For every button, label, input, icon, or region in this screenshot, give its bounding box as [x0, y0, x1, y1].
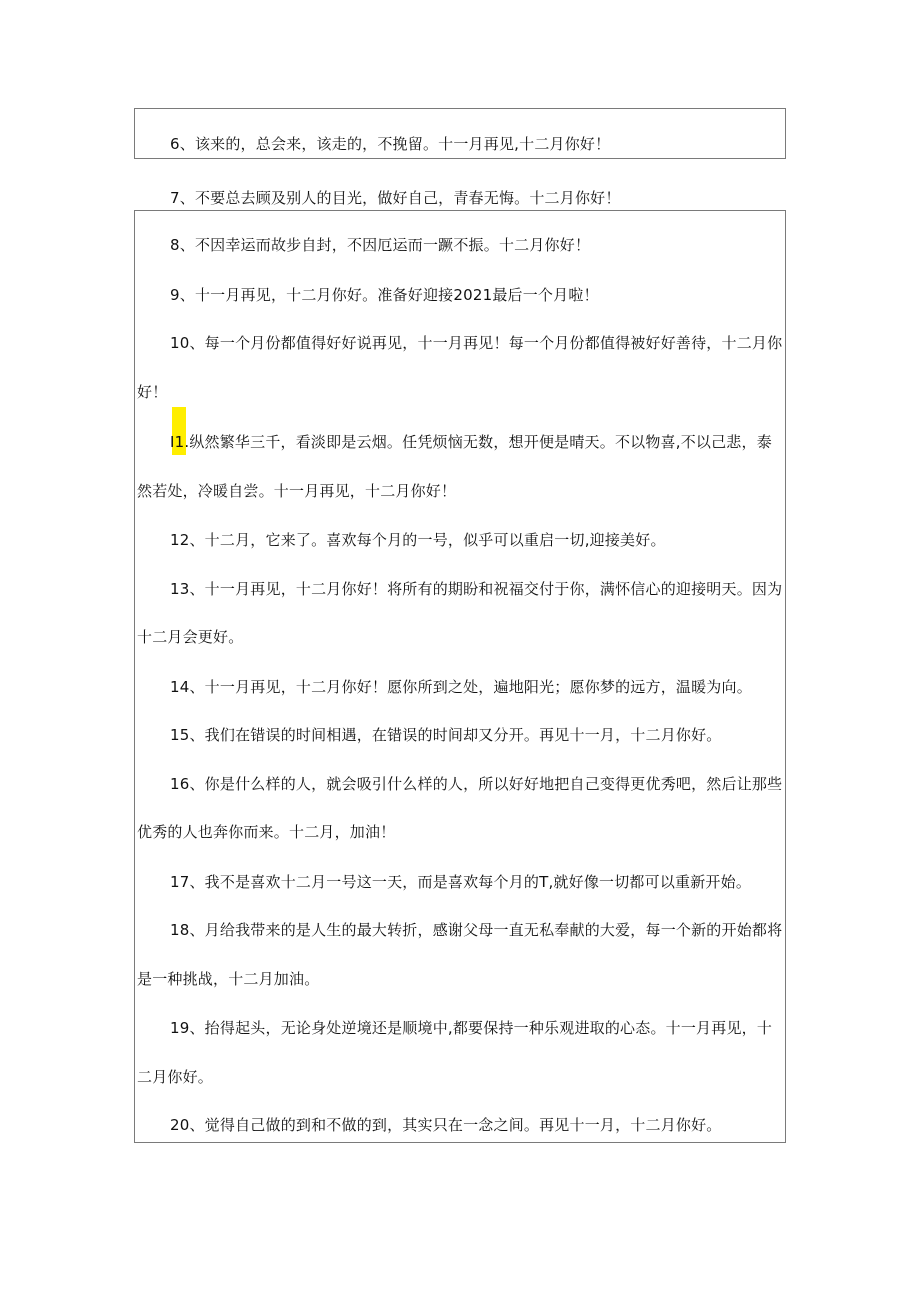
list-item: 12、十二月，它来了。喜欢每个月的一号，似乎可以重启一切,迎接美好。	[170, 531, 666, 549]
list-item: 7、不要总去顾及别人的目光，做好自己，青春无悔。十二月你好！	[170, 189, 621, 207]
list-item: 20、觉得自己做的到和不做的到，其实只在一念之间。再见十一月，十二月你好。	[170, 1116, 722, 1134]
list-item: 13、十一月再见，十二月你好！将所有的期盼和祝福交付于你，满怀信心的迎接明天。因为	[170, 580, 783, 598]
list-item-continuation: 然若处，冷暖自尝。十一月再见，十二月你好！	[137, 482, 457, 500]
list-item: 14、十一月再见，十二月你好！愿你所到之处，遍地阳光；愿你梦的远方，温暖为向。	[170, 678, 752, 696]
list-item-continuation: 好！	[137, 383, 168, 401]
list-item: 10、每一个月份都值得好好说再见，十一月再见！每一个月份都值得被好好善待，十二月你	[170, 334, 783, 352]
list-item-continuation: 优秀的人也奔你而来。十二月，加油！	[137, 823, 396, 841]
list-item: 18、月给我带来的是人生的最大转折，感谢父母一直无私奉献的大爱，每一个新的开始都将	[170, 921, 783, 939]
list-item: 15、我们在错误的时间相遇，在错误的时间却又分开。再见十一月，十二月你好。	[170, 726, 722, 744]
list-item: 9、十一月再见，十二月你好。准备好迎接2021最后一个月啦！	[170, 286, 599, 304]
list-item: 16、你是什么样的人，就会吸引什么样的人，所以好好地把自己变得更优秀吧，然后让那些	[170, 775, 783, 793]
list-item: 8、不因幸运而故步自封，不因厄运而一蹶不振。十二月你好！	[170, 236, 591, 254]
list-item: 17、我不是喜欢十二月一号这一天，而是喜欢每个月的T,就好像一切都可以重新开始。	[170, 873, 752, 891]
list-item: I1.纵然繁华三千，看淡即是云烟。任凭烦恼无数，想开便是晴天。不以物喜,不以己悲，泰	[170, 433, 772, 451]
list-item: 6、该来的，总会来，该走的，不挽留。十一月再见,十二月你好！	[170, 135, 611, 153]
list-item-continuation: 二月你好。	[137, 1068, 214, 1086]
list-item-continuation: 十二月会更好。	[137, 628, 244, 646]
list-item-continuation: 是一种挑战，十二月加油。	[137, 970, 320, 988]
list-item: 19、抬得起头，无论身处逆境还是顺境中,都要保持一种乐观进取的心态。十一月再见，十	[170, 1019, 773, 1037]
